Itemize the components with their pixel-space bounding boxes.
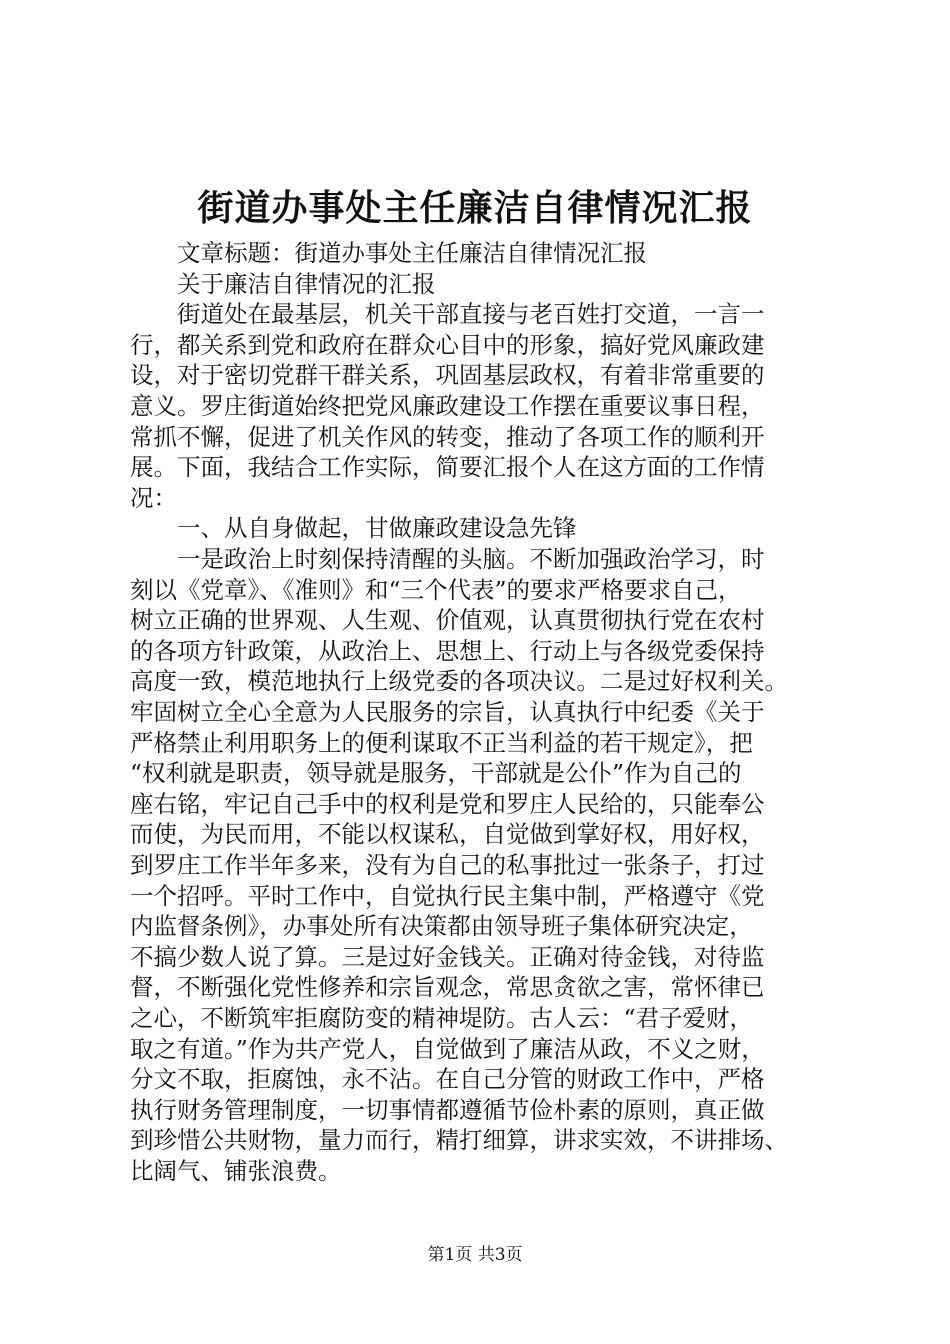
body-text-line: 意义。罗庄街道始终把党风廉政建设工作摆在重要议事日程， [130,392,765,420]
body-text-line: 街道处在最基层，机关干部直接与老百姓打交道，一言一 [130,300,765,329]
body-text-line: 到罗庄工作半年多来，没有为自己的私事批过一张条子，打过 [130,851,765,879]
body-text-line: 树立正确的世界观、人生观、价值观，认真贯彻执行党在农村 [130,606,765,635]
body-text-line: 执行财务管理制度，一切事情都遵循节俭朴素的原则，真正做 [130,1095,765,1124]
body-text-line: 一、从自身做起，甘做廉政建设急先锋 [130,514,577,543]
body-text-line: 内监督条例》，办事处所有决策都由领导班子集体研究决定， [130,912,753,941]
body-text-line: 一是政治上时刻保持清醒的头脑。不断加强政治学习，时 [130,545,765,573]
body-text-line: 之心，不断筑牢拒腐防变的精神堤防。古人云：“君子爱财， [130,1004,754,1032]
body-text-line: 而使，为民而用，不能以权谋私，自觉做到掌好权，用好权， [130,820,765,849]
body-text-line: 一个招呼。平时工作中，自觉执行民主集中制，严格遵守《党 [130,881,765,910]
body-text-line: 到珍惜公共财物，量力而行，精打细算，讲求实效，不讲排场、 [130,1126,788,1155]
body-text-line: 严格禁止利用职务上的便利谋取不正当利益的若干规定》，把 [130,728,753,757]
body-text-line: 分文不取，拒腐蚀，永不沾。在自己分管的财政工作中，严格 [130,1065,765,1094]
document-title: 街道办事处主任廉洁自律情况汇报 [197,188,753,229]
body-text-line: 取之有道。”作为共产党人，自觉做到了廉洁从政，不义之财， [130,1034,765,1063]
body-text-line: 不搞少数人说了算。三是过好金钱关。正确对待金钱，对待监 [130,942,765,971]
body-text-line: 比阔气、铺张浪费。 [130,1157,342,1185]
body-text-line: 的各项方针政策，从政治上、思想上、行动上与各级党委保持 [130,636,765,665]
body-text-line: 座右铭，牢记自己手中的权利是党和罗庄人民给的，只能奉公 [130,789,765,818]
page-footer: 第1页 共3页 [427,1245,523,1265]
body-text-line: 常抓不懈，促进了机关作风的转变，推动了各项工作的顺利开 [130,422,765,451]
body-text-line: 督，不断强化党性修养和宗旨观念，常思贪欲之害，常怀律已 [130,973,765,1002]
body-text-line: 牢固树立全心全意为人民服务的宗旨，认真执行中纪委《关于 [130,698,765,726]
body-text-line: 况： [130,483,177,512]
body-text-line: 设，对于密切党群干群关系，巩固基层政权，有着非常重要的 [130,361,765,390]
body-text-line: 行，都关系到党和政府在群众心目中的形象，搞好党风廉政建 [130,330,765,359]
body-text-line: 高度一致，模范地执行上级党委的各项决议。二是过好权利关。 [130,667,788,696]
body-text-line: 文章标题：街道办事处主任廉洁自律情况汇报 [130,239,647,267]
body-text-line: “权利就是职责，领导就是服务，干部就是公仆”作为自己的 [130,759,742,788]
body-text-line: 展。下面，我结合工作实际，简要汇报个人在这方面的工作情 [130,453,765,482]
body-text-line: 刻以《党章》、《准则》和“三个代表”的要求严格要求自己， [130,575,742,604]
body-text-line: 关于廉洁自律情况的汇报 [130,269,436,298]
